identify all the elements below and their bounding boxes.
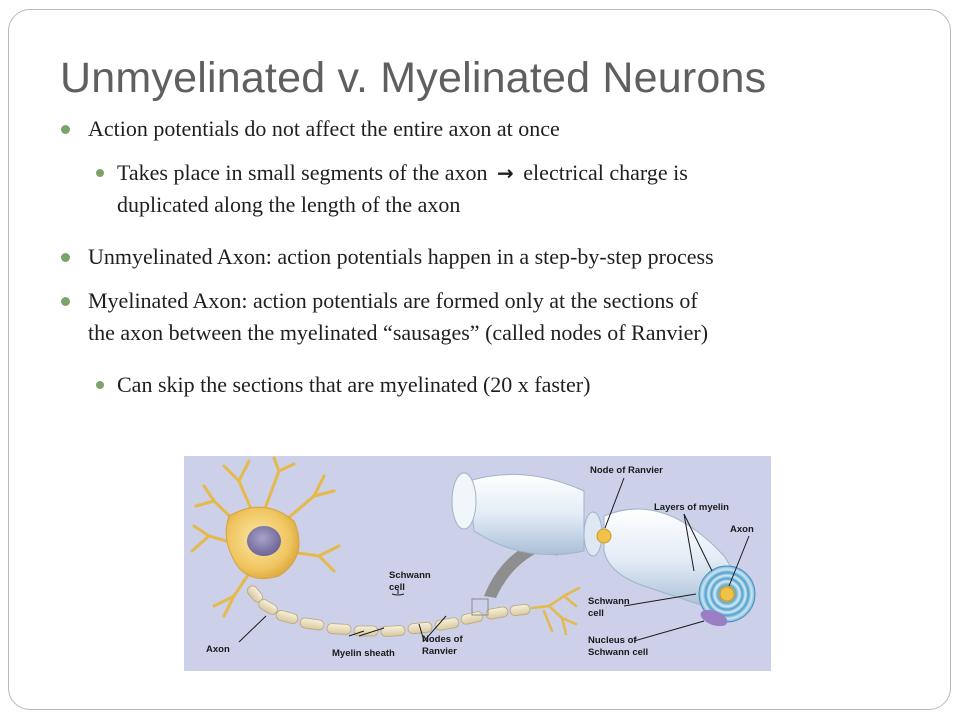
bullet-dot xyxy=(61,297,70,306)
label-nodes-1: Nodes of xyxy=(422,634,463,645)
bullet-item xyxy=(88,241,714,273)
bullet-text: Action potentials do not affect the entire axon at once xyxy=(88,116,560,141)
bullet-text: Can skip the sections that are myelinated (20 x faster) xyxy=(117,372,591,397)
bullet-dot xyxy=(96,381,104,389)
slide-title: Unmyelinated v. Myelinated Neurons xyxy=(60,54,767,102)
bullet-text: Unmyelinated Axon: action potentials happen in a step-by-step process xyxy=(88,244,714,269)
label-node-of-ranvier: Node of Ranvier xyxy=(590,465,663,476)
label-myelin-sheath: Myelin sheath xyxy=(332,648,395,659)
label-schwann-right-2: cell xyxy=(588,608,604,619)
label-axon-right: Axon xyxy=(730,524,754,535)
label-axon: Axon xyxy=(206,644,230,655)
bullet-text: Myelinated Axon: action potentials are formed only at the sections of xyxy=(88,288,698,313)
cell-nucleus xyxy=(247,526,281,556)
bullet-dot xyxy=(61,125,70,134)
label-schwann-cell-1: Schwann xyxy=(389,570,431,581)
neuron-diagram xyxy=(184,456,771,671)
label-layers-of-myelin: Layers of myelin xyxy=(654,502,729,513)
label-nodes-2: Ranvier xyxy=(422,646,457,657)
bullet-dot xyxy=(96,169,104,177)
bullet-dot xyxy=(61,253,70,262)
bullet-item xyxy=(88,285,908,349)
bullet-text: Takes place in small segments of the axon xyxy=(117,160,488,185)
label-nucleus-2: Schwann cell xyxy=(588,647,649,658)
bullet-item xyxy=(117,369,590,401)
label-nucleus-1: Nucleus of xyxy=(588,635,637,646)
right-arrow-icon: → xyxy=(497,161,514,185)
bullet-item xyxy=(117,157,877,221)
bullet-text: duplicated along the length of the axon xyxy=(117,192,461,217)
bullet-text: electrical charge is xyxy=(523,160,688,185)
label-schwann-right-1: Schwann xyxy=(588,596,630,607)
bullet-item xyxy=(88,113,560,145)
label-schwann-cell-2: cell xyxy=(389,582,405,593)
bullet-text: the axon between the myelinated “sausages” (called nodes of Ranvier) xyxy=(88,320,709,345)
